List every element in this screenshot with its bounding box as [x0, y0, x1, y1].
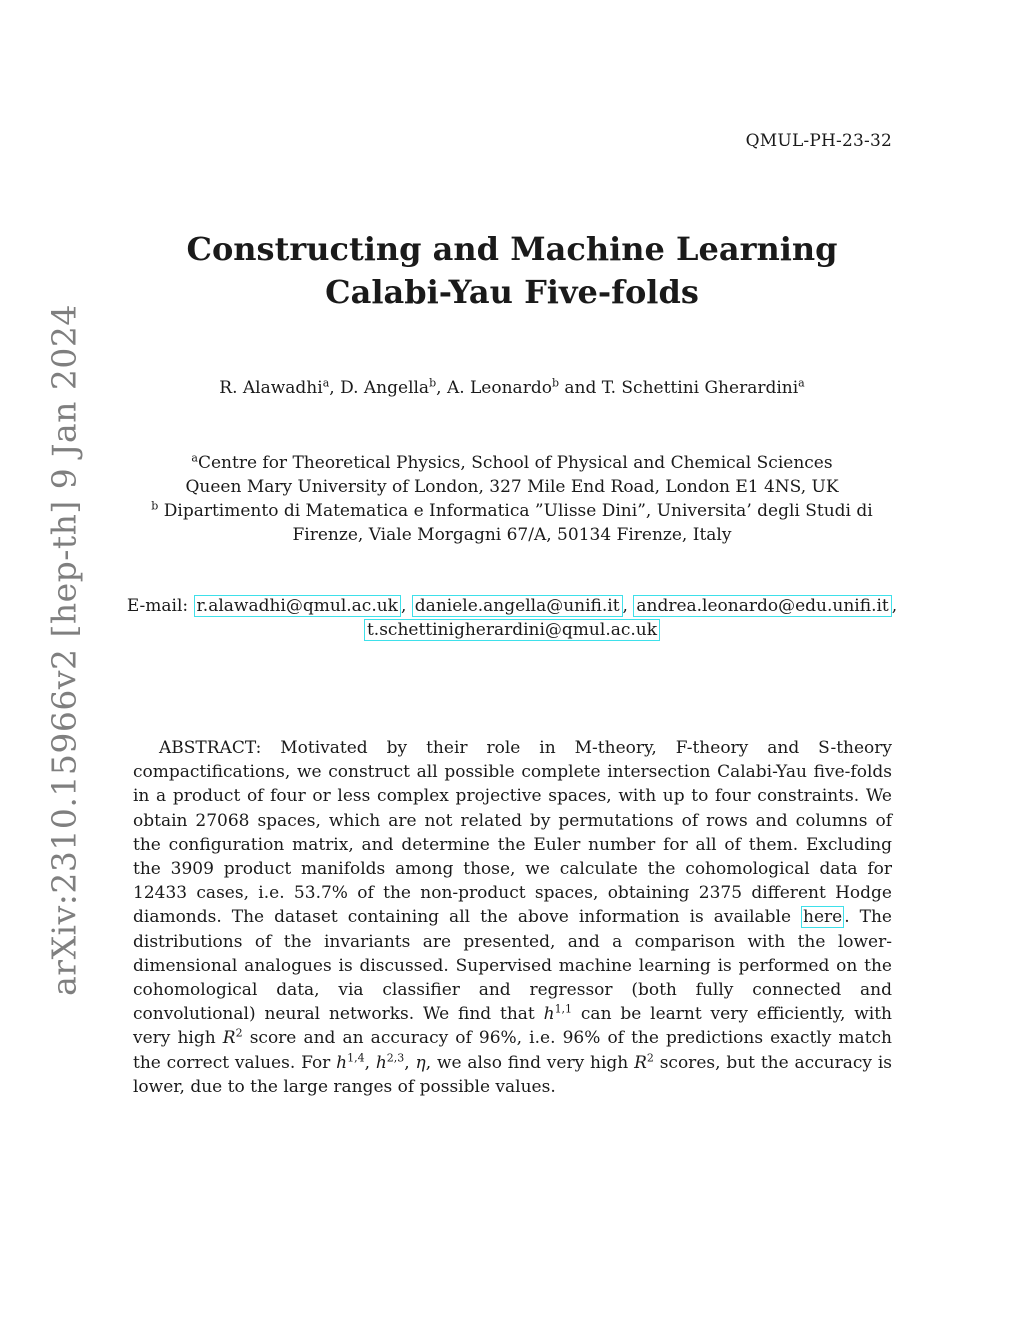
affiliation-a-line-1: $^a$Centre for Theoretical Physics, School of Physical and Chemical Sciences [191, 451, 833, 473]
author-separator: , [436, 378, 447, 398]
math-superscript: 2 [646, 1050, 654, 1064]
affiliations [0, 451, 1024, 547]
math-r: R [222, 1028, 236, 1049]
math-h: h [543, 1004, 555, 1025]
math-h: h [336, 1052, 348, 1073]
author-name: A. Leonardo [446, 378, 552, 398]
math-superscript: 1,4 [347, 1050, 365, 1064]
affiliation-mark: a [191, 451, 198, 465]
abstract-text: score and an accuracy of 96%, i.e. 96% of the predictions exactly match the correct values. For [133, 1028, 892, 1073]
math-r: R [634, 1052, 647, 1073]
math-eta: η [415, 1052, 426, 1073]
author-name: D. Angella [340, 378, 430, 398]
affiliation-b-line-2: Firenze, Viale Morgagni 67/A, 50134 Firenze, Italy [292, 525, 732, 545]
abstract-text: . The distributions of the invariants are presented, and a comparison with the lower-dimensional analogues is discussed. Supervised machine learning is performed on the cohomological data, via classifier and regressor (both fully connected and convolutional) neural networks. We find that [133, 907, 892, 1025]
author-name: T. Schettini Gherardini [601, 378, 799, 398]
author-list [0, 378, 1024, 398]
email-link[interactable]: andrea.leonardo@edu.unifi.it [633, 595, 891, 617]
dataset-link[interactable]: here [803, 907, 843, 928]
title-line-1: Constructing and Machine Learning [186, 230, 838, 268]
abstract-text: ABSTRACT: Motivated by their role in M-theory, F-theory and S-theory compactifications, we construct all possible complete intersection Calabi-Yau five-folds in a product of four or less complex projective spaces, with up to four constraints. We obtain 27068 spaces, which are not related by permutations of rows and columns of the configuration matrix, and determine the Euler number for all of them. Excluding the 3909 product manifolds among those, we calculate the cohomological data for 12433 cases, i.e. 53.7% of the non-product spaces, obtaining 2375 different Hodge diamonds. The dataset containing all the above information is available [133, 738, 892, 928]
affiliation-mark: b [151, 499, 159, 513]
author-separator: , [329, 378, 341, 398]
title-line-2: Calabi-Yau Five-folds [325, 273, 699, 311]
abstract-text: scores, but the accuracy is lower, due to the large ranges of possible values. [133, 1052, 893, 1097]
math-superscript: 2,3 [386, 1050, 405, 1064]
affiliation-a-line-2: Queen Mary University of London, 327 Mile End Road, London E1 4NS, UK [185, 477, 839, 497]
report-number: QMUL-PH-23-32 [745, 131, 892, 151]
math-h: h [375, 1052, 387, 1073]
math-superscript: 1,1 [554, 1002, 573, 1016]
email-line-1: E-mail: r.alawadhi@qmul.ac.uk , daniele.angella@unifi.it , andrea.leonardo@edu.unifi.it , [126, 596, 898, 616]
email-line-2 [0, 618, 1024, 642]
email-link[interactable]: t.schettinigherardini@qmul.ac.uk [364, 619, 660, 641]
affiliation-mark: a [322, 376, 330, 390]
email-block [0, 594, 1024, 642]
paper-title [0, 228, 1024, 314]
author-separator: and [558, 378, 602, 398]
email-link[interactable]: daniele.angella@unifi.it [412, 595, 623, 617]
author-name: R. Alawadhi [219, 378, 323, 398]
math-superscript: 2 [235, 1026, 243, 1040]
email-label: E-mail: [126, 596, 194, 616]
affiliation-mark: b [551, 376, 559, 390]
affiliation-mark: a [798, 376, 805, 390]
abstract-text: can be learnt very efficiently, with very high [133, 1004, 892, 1049]
email-link[interactable]: r.alawadhi@qmul.ac.uk [194, 595, 401, 617]
abstract: ABSTRACT: Motivated by their role in M-theory, F-theory and S-theory compactifications, we construct all possible complete intersection Calabi-Yau five-folds in a product of four or less complex projective spaces, with up to four constraints. We obtain 27068 spaces, which are not related by permutations of rows and columns of the configuration matrix, and determine the Euler number for all of them. Excluding the 3909 product manifolds among those, we calculate the cohomological data for 12433 cases, i.e. 53.7% of the non-product spaces, obtaining 2375 different Hodge diamonds. The dataset containing all the above information is available here . The distributions of the invariants are presented, and a comparison with the lower-dimensional analogues is discussed. Supervised machine learning is performed on the cohomological data, via classifier and regressor (both fully connected and convolutional) neural networks. We find that $h^{1,1}$ can be learnt very efficiently, with very high $R^2$ score and an accuracy of 96%, i.e. 96% of the predictions exactly match the correct values. For $h^{1,4}$, $h^{2,3}$, η, we also find very high $R^2$ scores, but the accuracy is lower, due to the large ranges of possible values. [133, 738, 893, 1097]
affiliation-mark: b [429, 376, 437, 390]
affiliation-b-line-1: $^b$ Dipartimento di Matematica e Informatica ”Ulisse Dini”, Universita’ degli Studi di [151, 499, 873, 521]
abstract-text: , we also find very high [425, 1052, 635, 1073]
arxiv-stamp: arXiv:2310.15966v2 [hep-th] 9 Jan 2024 [44, 304, 84, 996]
